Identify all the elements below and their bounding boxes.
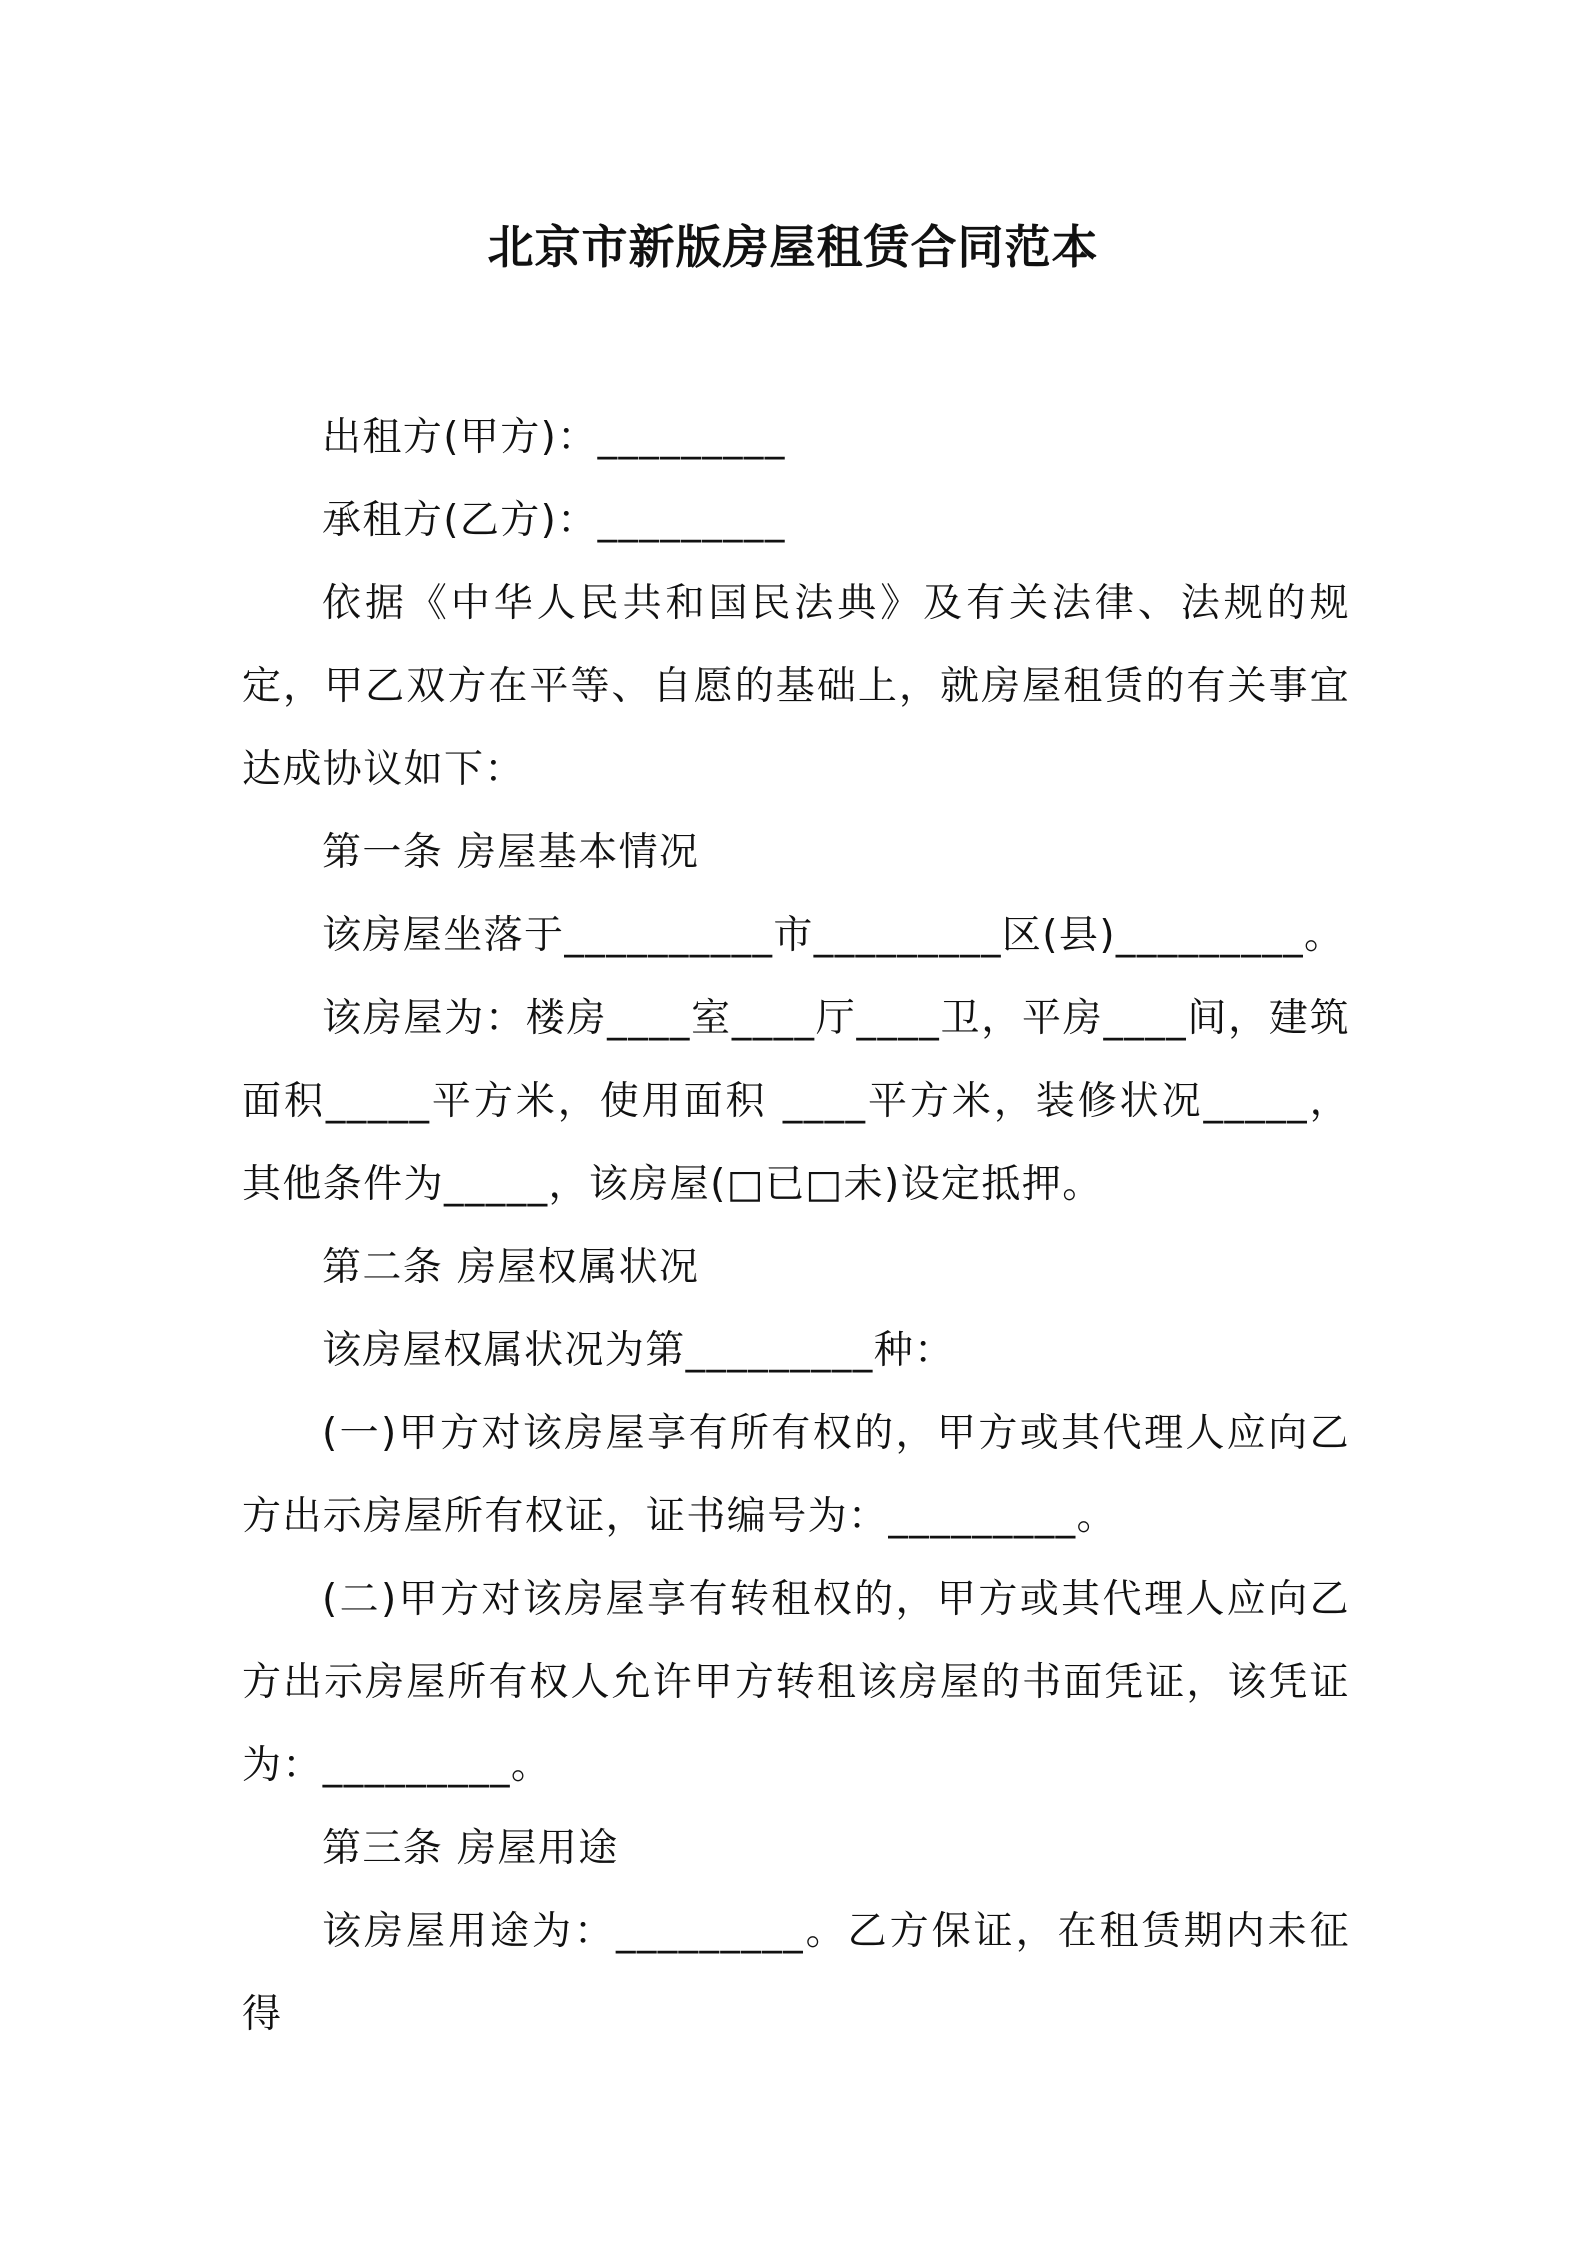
lessee-field: 承租方(乙方)：_________ [322,498,786,543]
article-1-details: 该房屋为：楼房____室____厅____卫，平房____间，建筑面积_____平方米，使用面积 ____平方米，装修状况_____，其他条件为_____，该房屋(□已□未)设定抵押。 [242,996,1350,1207]
document-title: 北京市新版房屋租赁合同范本 [487,220,1099,274]
article-1-location: 该房屋坐落于__________市_________区(县)_________。 [322,913,1345,958]
article-2-heading: 第二条 房屋权属状况 [322,1245,700,1290]
lessor-field: 出租方(甲方)：_________ [322,415,786,460]
preamble-paragraph: 依据《中华人民共和国民法典》及有关法律、法规的规定，甲乙双方在平等、自愿的基础上，就房屋租赁的有关事宜达成协议如下： [242,581,1350,792]
article-1-heading: 第一条 房屋基本情况 [322,830,700,875]
document-body [242,396,1350,2056]
article-3-use: 该房屋用途为：_________。乙方保证，在租赁期内未征得 [242,1909,1350,2037]
article-3-heading: 第三条 房屋用途 [322,1826,619,1871]
article-2-status: 该房屋权属状况为第_________种： [322,1328,955,1373]
article-2-item-2: (二)甲方对该房屋享有转租权的，甲方或其代理人应向乙方出示房屋所有权人允许甲方转租该房屋的书面凭证，该凭证为：_________。 [242,1577,1350,1788]
article-2-item-1: (一)甲方对该房屋享有所有权的，甲方或其代理人应向乙方出示房屋所有权证，证书编号为：_________。 [242,1411,1350,1539]
